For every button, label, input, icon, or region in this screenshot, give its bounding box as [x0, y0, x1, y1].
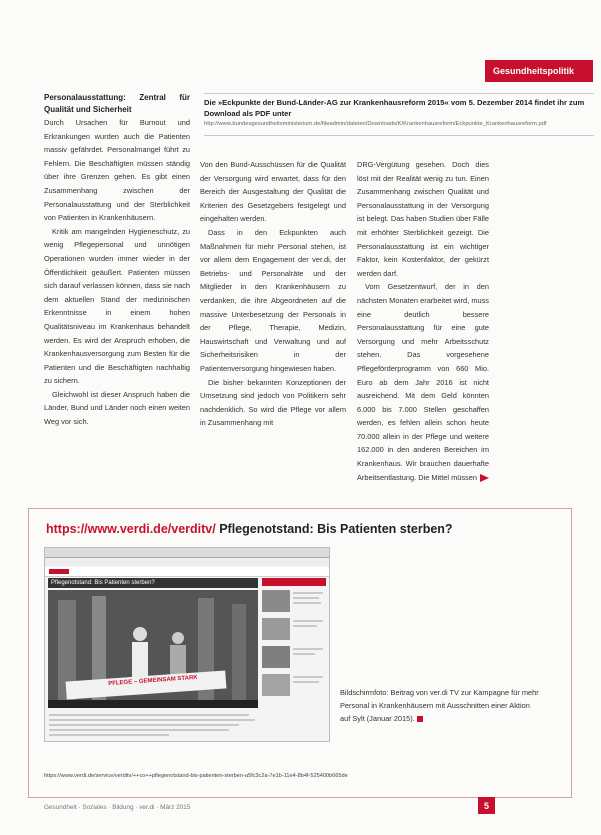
- infobox-link[interactable]: http://www.bundesgesundheitsministerium.de/fileadmin/dateien/Downloads/K/Krankenhausreform/Eckpunkte_Krankenhausreform.pdf: [204, 121, 547, 127]
- browser-toolbar: [45, 548, 329, 558]
- column-3-paragraph-2: [357, 280, 489, 484]
- page-footer: Gesundheit · Soziales · Bildung · ver.di · März 2015: [44, 804, 191, 811]
- video-player[interactable]: [48, 590, 258, 708]
- verditv-link[interactable]: https://www.verdi.de/verditv/: [46, 522, 216, 536]
- sidebar-thumb-1[interactable]: [262, 590, 290, 612]
- page-number: 5: [478, 797, 495, 814]
- column-3: [357, 158, 489, 484]
- sidebar-thumb-4[interactable]: [262, 674, 290, 696]
- column-2-paragraph-1: Von den Bund-Ausschüssen für die Qualität der Versorgung wird erwartet, dass für den Bereich der Ausgestaltung der Qualität die Kriterien des Gesetzgebers festgelegt und eingehalten werden.: [200, 160, 346, 224]
- column-1-paragraph-3: Gleichwohl ist dieser Anspruch haben die Länder, Bund und Länder noch einen weiten Weg vor sich.: [44, 389, 190, 427]
- video-caption-text: Bildschirmfoto: Beitrag von ver.di TV zur Kampagne für mehr Personal in Krankenhäusern mit Ausschnitten einer Aktion auf Sylt (Januar 2015).: [340, 688, 539, 723]
- column-1: [44, 92, 190, 429]
- browser-tabs: [45, 558, 329, 566]
- video-still: [48, 590, 258, 708]
- column-1-paragraph-1: Durch Ursachen für Burnout und Erkrankungen wurden auch die Patienten massiv gefährdet. Personalmangel führt zu Fehlern. Die Beschäftigten müssen ständig über ihre Grenzen gehen. Es gibt einen Zusammenhang zwischen der Personalausstattung und der Sterblichkeit von Patienten in Krankenhäusern.: [44, 118, 190, 223]
- site-header: [45, 567, 329, 577]
- column-2: [200, 158, 346, 430]
- video-url[interactable]: https://www.verdi.de/service/verditv/++co++pflegenotstand-bis-patienten-sterben-a5fc3c2a-7e1b-11e4-8b4f-525400b665de: [44, 773, 348, 779]
- sidebar-thumb-2[interactable]: [262, 618, 290, 640]
- screenshot-headline: Pflegenotstand: Bis Patienten sterben?: [48, 578, 258, 588]
- video-caption: [340, 686, 540, 725]
- sidebar-thumb-3[interactable]: [262, 646, 290, 668]
- website-screenshot: [44, 547, 330, 742]
- screenshot-sidebar: [262, 578, 326, 708]
- section-label: Gesundheitspolitik: [485, 60, 593, 82]
- column-2-paragraph-2: Dass in den Eckpunkten auch Maßnahmen für mehr Personal stehen, ist vor allem dem Engagement der ver.di, der Betriebs- und Personalräte und der Mitglieder in den Krankenhäusern zu verdanken, die ihre Abgeordneten auf die massive Unterbesetzung der Personals in der Pflege, Therapie, Medizin, Hauswirtschaft und Verwaltung und auf Sicherheitsrisiken in der Patientenversorgung hingewiesen haben.: [200, 227, 346, 373]
- column-1-subheading: Personalausstattung: Zentral für Qualität und Sicherheit: [44, 93, 190, 114]
- column-3-paragraph-1: DRG-Vergütung gesehen. Doch dies löst mit der Realität wenig zu tun. Einen Zusammenhang zwischen Qualität und Personalausstattung in der Versorgung ist belegt. Das haben Studien über Fälle mit erhöhter Sterblichkeit gezeigt. Die Personalausstattung ist ein wichtiger Faktor, kein Kostenfaktor, der gekürzt werden darf.: [357, 160, 489, 278]
- video-box-heading: [46, 522, 453, 536]
- column-3-paragraph-2-text: Vom Gesetzentwurf, der in den nächsten Monaten erarbeitet wird, muss eine deutlich bessere Personalausstattung für eine gute Versorgung und mehr Arbeitsschutz stehen. Das vorgesehene Pflegeförderprogramm von 660 Mio. Euro ab dem Jahr 2016 ist nicht ausreichend. Mit dem Geld könnten 6.000 bis 7.000 Stellen geschaffen werden, es fehlen allein schon heute 70.000 allein in der Pflege und weitere 162.000 in den anderen Bereichen im Krankenhaus. Wir brauchen dauerhafte Arbeitsentlastung. Die Mittel müssen: [357, 282, 489, 482]
- sidebar-bar: [262, 578, 326, 586]
- infobox-top-rule: [204, 93, 594, 94]
- end-mark-icon: [417, 716, 423, 722]
- column-2-paragraph-3: Die bisher bekannten Konzeptionen der Umsetzung sind jedoch von Politikern sehr nachdenklich. So wird die Pflege vor allem in Zusammenhang mit: [200, 377, 346, 428]
- infobox-bottom-rule: [204, 135, 594, 136]
- site-logo: [49, 569, 69, 574]
- continue-arrow-icon: [480, 474, 489, 482]
- infobox-title: Die »Eckpunkte der Bund-Länder-AG zur Krankenhausreform 2015« vom 5. Dezember 2014 findet ihr zum Download als PDF unter: [204, 98, 585, 118]
- video-box-title: Pflegenotstand: Bis Patienten sterben?: [219, 522, 453, 536]
- protest-sign-text: PFLEGE – GEMEINSAM STARK: [108, 674, 198, 688]
- column-1-paragraph-2: Kritik am mangelnden Hygieneschutz, zu wenig Pflegepersonal und unnötigen Operationen wurden immer wieder in der Öffentlichkeit geäußert. Patienten müssen sich darauf verlassen können, dass sie nach dem aktuellen Stand der medizinischen Erkenntnisse in einem hohen Qualitätsniveau im Krankenhaus behandelt werden. Es wird der Anspruch erhoben, die Krankenhausversorgung zum Besten für die Patienten und die Beschäftigten nachhaltig zu sichern.: [44, 226, 190, 386]
